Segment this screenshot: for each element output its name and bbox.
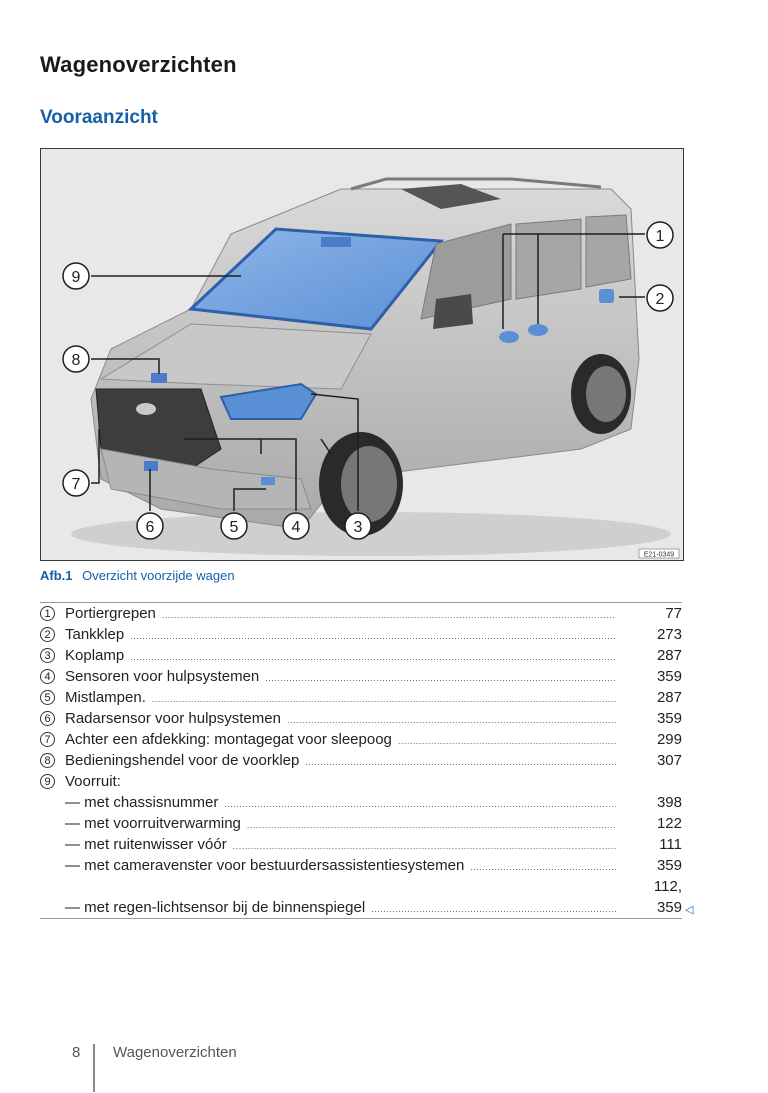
callout-3 xyxy=(345,513,371,539)
svg-text:9: 9 xyxy=(71,269,81,286)
index-page: 307 xyxy=(656,752,682,769)
index-page: 299 xyxy=(656,731,682,748)
subindex-page: 122 xyxy=(656,815,682,832)
subindex-page-line-1: 112, xyxy=(653,878,682,895)
svg-text:7: 7 xyxy=(71,476,81,493)
index-number: 2 xyxy=(40,627,55,642)
index-list xyxy=(40,603,682,918)
subindex-page: 359 xyxy=(656,857,682,874)
callout-8 xyxy=(63,346,89,372)
index-row xyxy=(40,729,682,750)
index-text: Portiergrepen xyxy=(65,605,159,622)
index-bottom-rule xyxy=(40,918,682,919)
svg-text:6: 6 xyxy=(145,519,155,536)
subindex-page xyxy=(622,876,682,918)
index-row xyxy=(40,750,682,771)
callout-9 xyxy=(63,263,89,289)
caption-label: Afb.1 xyxy=(40,568,73,583)
figure-code: E21-0349 xyxy=(643,551,675,559)
svg-text:4: 4 xyxy=(291,519,301,536)
index-text: Koplamp xyxy=(65,647,127,664)
index-number: 4 xyxy=(40,669,55,684)
subindex-page: 111 xyxy=(659,836,682,853)
index-row xyxy=(40,708,682,729)
index-number: 6 xyxy=(40,711,55,726)
footer-divider xyxy=(93,1044,95,1092)
index-row xyxy=(40,603,682,624)
index-row xyxy=(40,687,682,708)
index-page: 359 xyxy=(656,668,682,685)
index-number: 3 xyxy=(40,648,55,663)
callout-1 xyxy=(647,222,673,248)
index-number: 8 xyxy=(40,753,55,768)
index-text: Mistlampen. xyxy=(65,689,149,706)
index-number: 5 xyxy=(40,690,55,705)
index-row xyxy=(40,624,682,645)
subindex-text: — met regen-lichtsensor bij de binnenspiegel xyxy=(65,899,368,916)
index-number: 7 xyxy=(40,732,55,747)
subindex-text: — met voorruitverwarming xyxy=(65,815,244,832)
figure-caption xyxy=(40,568,235,583)
index-row xyxy=(40,645,682,666)
index-text: Bedieningshendel voor de voorklep xyxy=(65,752,302,769)
footer-chapter: Wagenoverzichten xyxy=(113,1044,237,1061)
index-page: 273 xyxy=(656,626,682,643)
subindex-row xyxy=(40,834,682,855)
callout-5 xyxy=(221,513,247,539)
index-text: Sensoren voor hulpsystemen xyxy=(65,668,262,685)
caption-text: Overzicht voorzijde wagen xyxy=(82,568,235,583)
vehicle-illustration xyxy=(40,148,684,561)
index-page: 359 xyxy=(656,710,682,727)
callout-7 xyxy=(63,470,89,496)
callout-2 xyxy=(647,285,673,311)
page-title: Wagenoverzichten xyxy=(40,52,237,77)
subindex-text: — met chassisnummer xyxy=(65,794,221,811)
svg-text:3: 3 xyxy=(353,519,363,536)
index-text: Radarsensor voor hulpsystemen xyxy=(65,710,284,727)
subindex-row xyxy=(40,855,682,876)
callout-4 xyxy=(283,513,309,539)
index-row xyxy=(40,666,682,687)
index-text: Tankklep xyxy=(65,626,127,643)
subindex-text: — met cameravenster voor bestuurdersassistentiesystemen xyxy=(65,857,467,874)
index-number: 1 xyxy=(40,606,55,621)
page-number: 8 xyxy=(72,1044,81,1061)
index-page: 77 xyxy=(665,605,682,622)
svg-text:8: 8 xyxy=(71,352,81,369)
section-title: Vooraanzicht xyxy=(40,107,158,128)
svg-text:2: 2 xyxy=(655,291,665,308)
subindex-text: — met ruitenwisser vóór xyxy=(65,836,230,853)
index-text: Voorruit: xyxy=(65,773,124,790)
index-number: 9 xyxy=(40,774,55,789)
subindex-page: 398 xyxy=(656,794,682,811)
svg-text:1: 1 xyxy=(655,228,665,245)
subindex-row xyxy=(40,813,682,834)
subindex-row xyxy=(40,792,682,813)
index-text: Achter een afdekking: montagegat voor sleepoog xyxy=(65,731,395,748)
section-end-marker: ◁ xyxy=(685,904,694,916)
subindex-row xyxy=(40,876,682,918)
subindex-page-line-2: 359 xyxy=(656,899,682,916)
svg-text:5: 5 xyxy=(229,519,239,536)
callout-6 xyxy=(137,513,163,539)
index-row xyxy=(40,771,682,792)
index-page: 287 xyxy=(656,689,682,706)
index-page: 287 xyxy=(656,647,682,664)
